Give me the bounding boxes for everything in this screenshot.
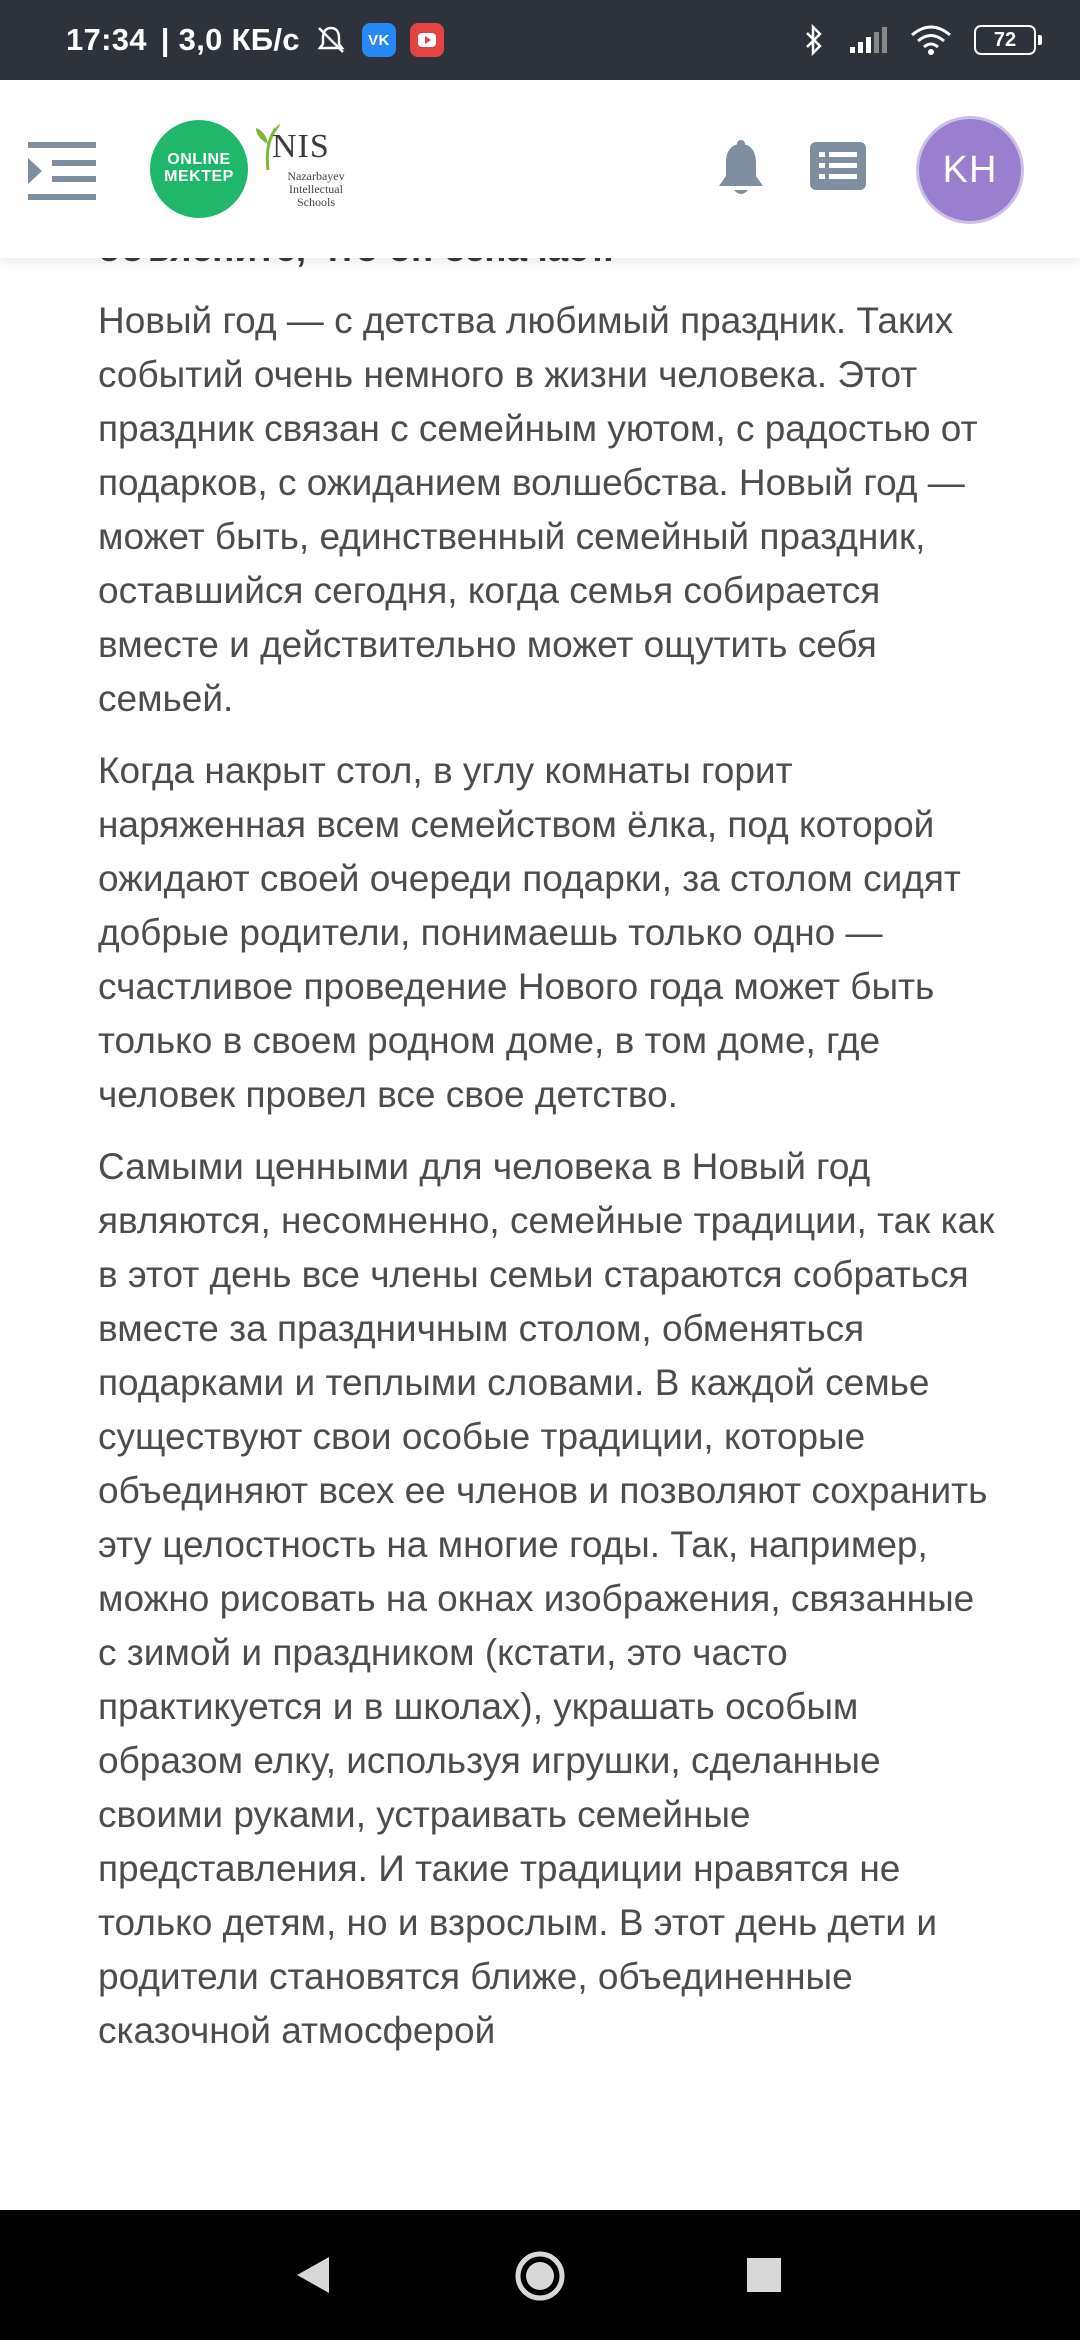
bell-icon[interactable] [714, 140, 768, 198]
status-network-speed: | 3,0 КБ/с [160, 22, 300, 57]
article [98, 222, 998, 2058]
online-mektep-logo[interactable] [150, 120, 248, 218]
logo-mektep-text: MEKTEP [164, 168, 234, 185]
mute-icon [314, 23, 348, 57]
bluetooth-icon [802, 23, 826, 57]
logo-nis-subtitle: Nazarbayev Intellectual Schools [287, 169, 345, 209]
wifi-icon [910, 24, 952, 56]
article-paragraph-1: Новый год — с детства любимый праздник. Таких событий очень немного в жизни человека. Этот праздник связан с семейным уютом, с радостью от подарков, с ожиданием волшебства. Новый год — может быть, единственный семейный праздник, оставшийся сегодня, когда семья собирается вместе и действительно может ощутить себя семьей. [98, 300, 978, 719]
vk-notification-icon: VK [362, 23, 396, 57]
list-icon[interactable] [810, 142, 866, 190]
battery-icon: 72 [974, 25, 1036, 55]
article-paragraph-2: Когда накрыт стол, в углу комнаты горит наряженная всем семейством ёлка, под которой ожидают своей очереди подарки, за столом сидят добрые родители, понимаешь только одно — счастливое проведение Нового года может быть только в своем родном доме, в том доме, где человек провел все свое детство. [98, 750, 961, 1115]
logo-nis-text: NIS [272, 128, 330, 165]
nav-back-icon[interactable] [295, 2255, 331, 2295]
status-bar [0, 0, 1080, 80]
system-nav-bar [0, 2210, 1080, 2340]
status-right [802, 23, 1036, 57]
app-header [0, 80, 1080, 258]
hamburger-menu-icon[interactable] [28, 140, 96, 202]
nav-recent-icon[interactable] [747, 2258, 781, 2292]
youtube-notification-icon [410, 23, 444, 57]
logo-online-text: ONLINE [167, 151, 231, 169]
signal-icon [848, 25, 888, 55]
article-paragraph-3: Самыми ценными для человека в Новый год являются, несомненно, семейные традиции, так как в этот день все члены семьи стараются собраться вместе за праздничным столом, обменяться подарками и теплыми словами. В каждой семье существуют свои особые традиции, которые объединяют всех ее членов и позволяют сохранить эту целостность на многие годы. Так, например, можно рисовать на окнах изображения, связанные с зимой и праздником (кстати, это часто практикуется и в школах), украшать особым образом елку, используя игрушки, сделанные своими руками, устраивать семейные представления. И такие традиции нравятся не только детям, но и взрослым. В этот день дети и родители становятся ближе, объединенные сказочной атмосферой [98, 1146, 995, 2051]
status-left [66, 22, 444, 58]
nav-home-icon[interactable] [514, 2250, 566, 2302]
status-time: 17:34 [66, 22, 147, 57]
user-avatar[interactable]: KH [916, 116, 1024, 224]
content-area [0, 250, 1080, 2210]
nis-logo[interactable] [252, 122, 362, 222]
